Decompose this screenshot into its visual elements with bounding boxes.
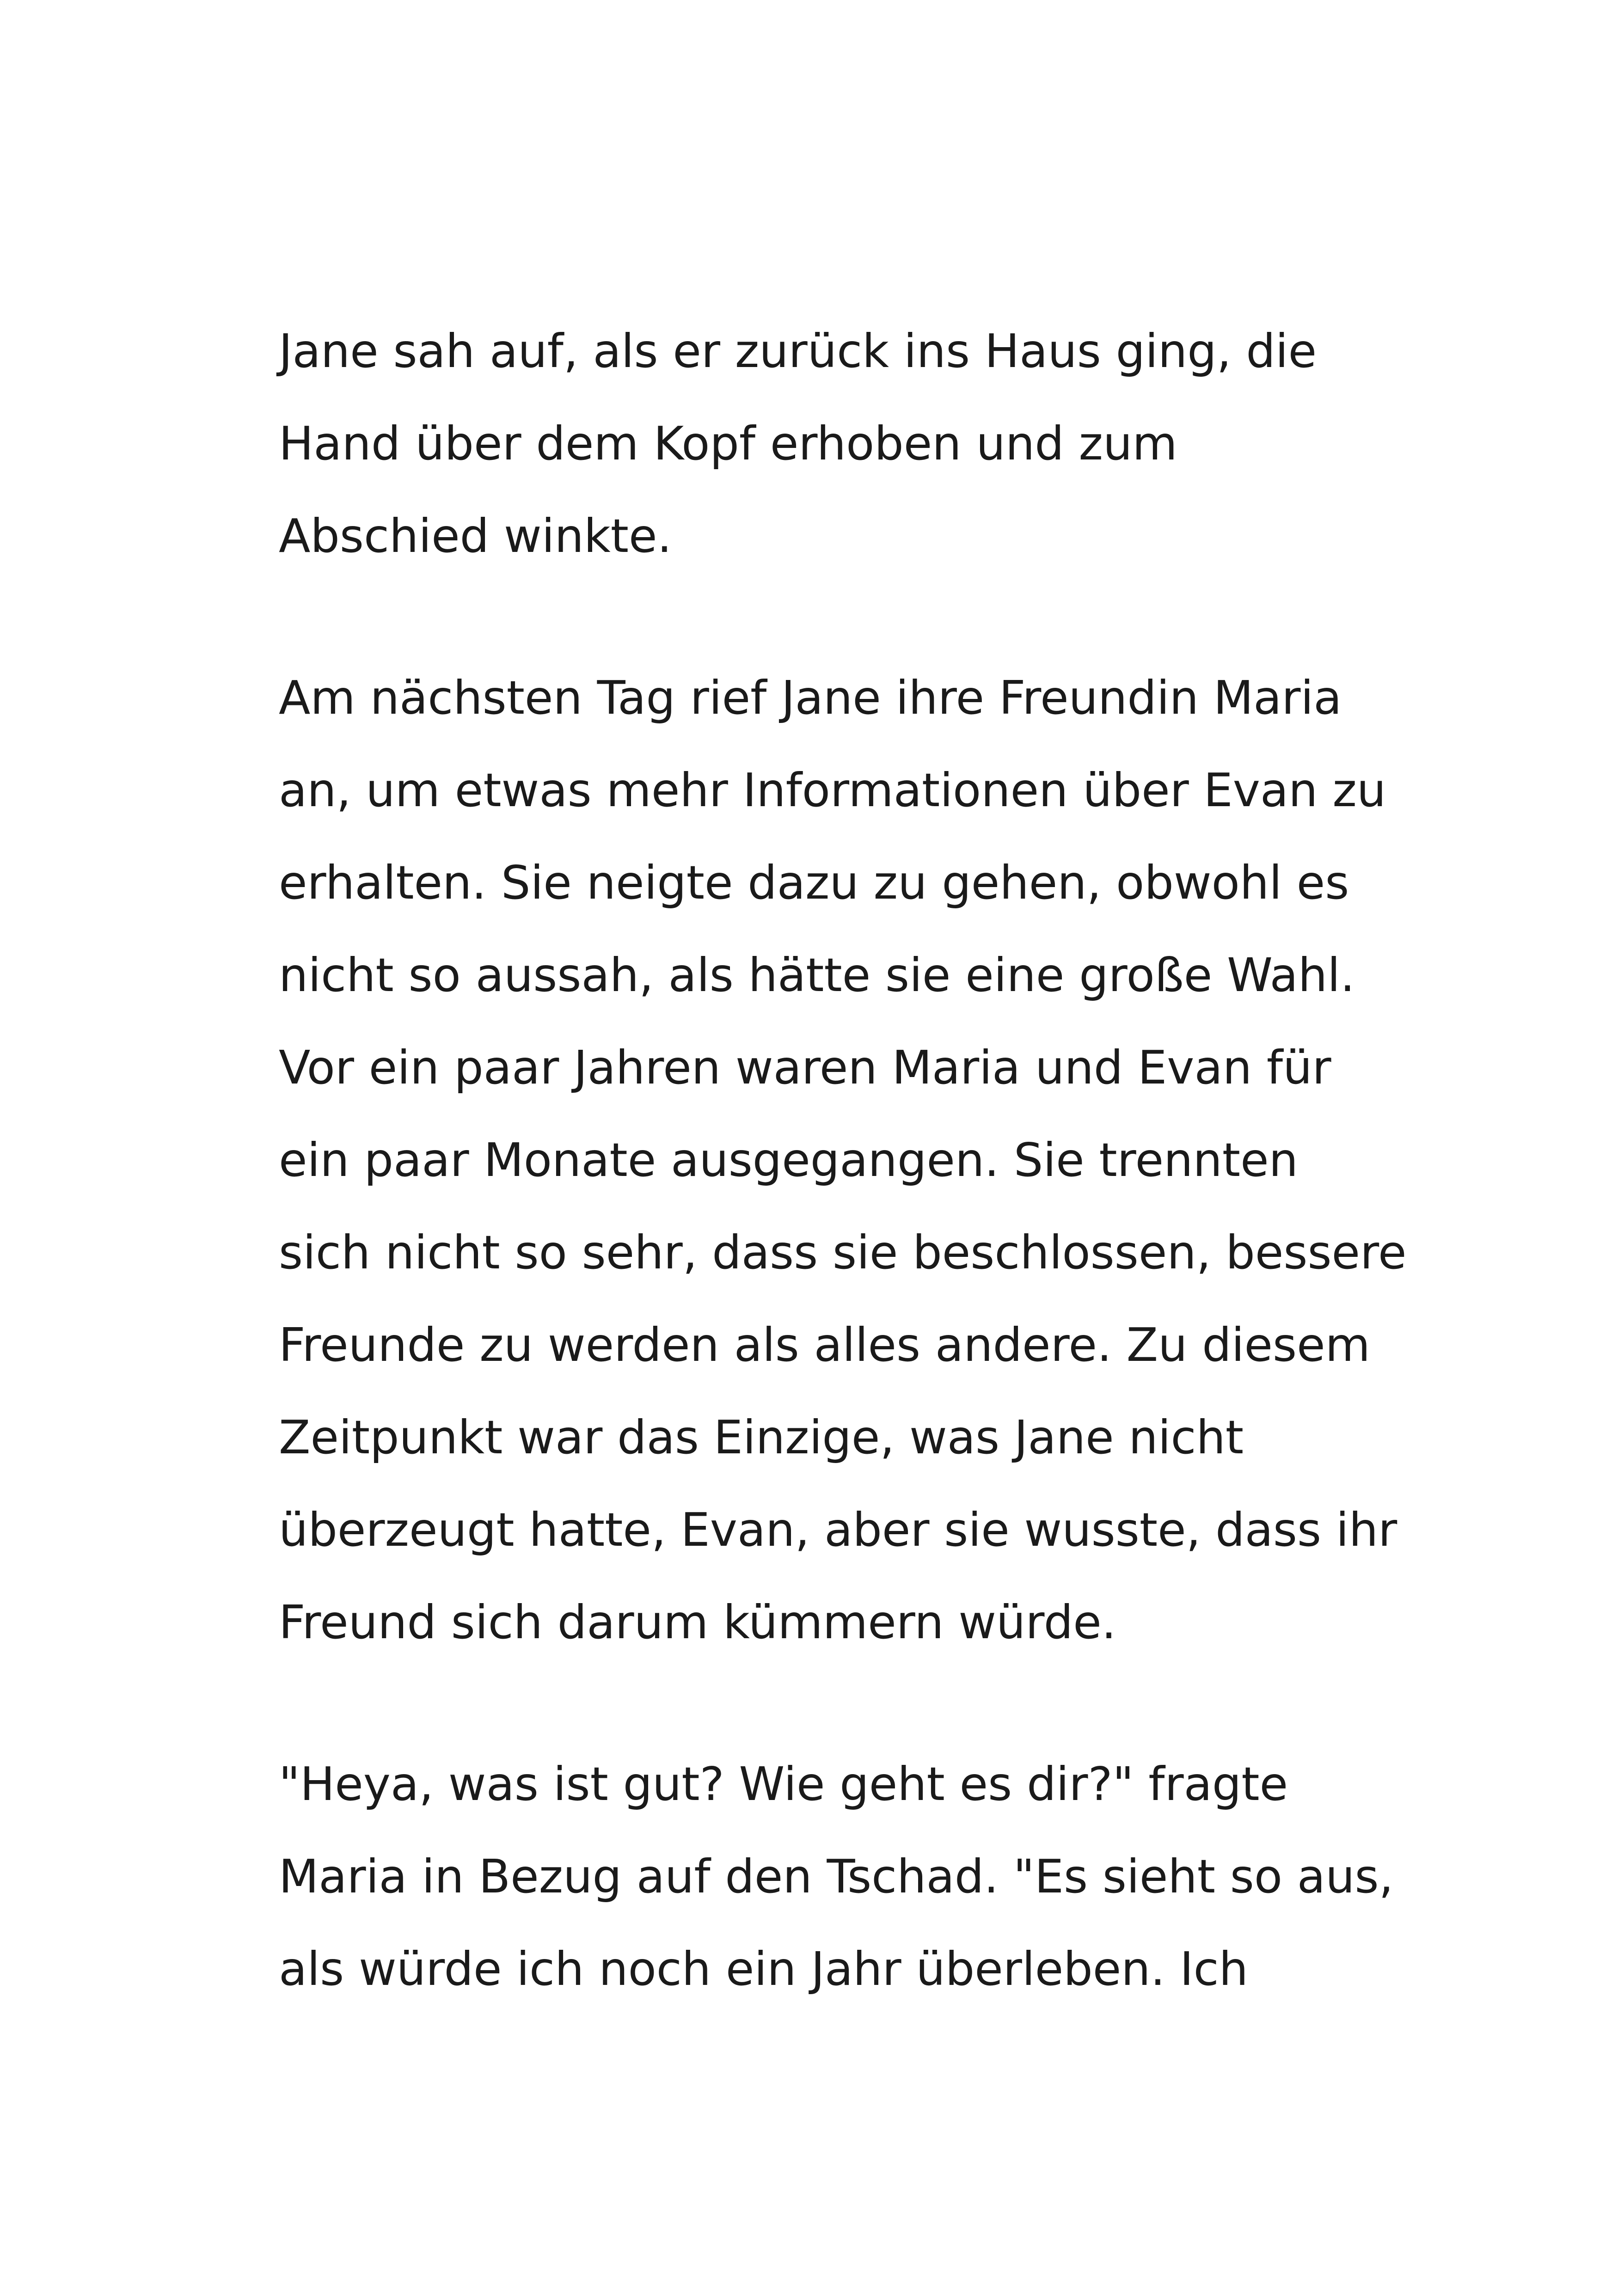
paragraph-2: [279, 652, 1407, 1669]
text-line: ein paar Monate ausgegangen. Sie trennten: [279, 1133, 1298, 1187]
text-line: Hand über dem Kopf erhoben und zum: [279, 416, 1177, 471]
text-line: überzeugt hatte, Evan, aber sie wusste, dass ihr: [279, 1503, 1397, 1557]
text-line: Freund sich darum kümmern würde.: [279, 1595, 1116, 1649]
paragraph-1: [279, 305, 1379, 582]
text-line: Freunde zu werden als alles andere. Zu diesem: [279, 1318, 1371, 1372]
text-line: "Heya, was ist gut? Wie geht es dir?" fragte: [279, 1757, 1288, 1811]
text-line: an, um etwas mehr Informationen über Evan zu: [279, 763, 1386, 817]
text-line: Zeitpunkt war das Einzige, was Jane nicht: [279, 1410, 1244, 1464]
text-line: Am nächsten Tag rief Jane ihre Freundin Maria: [279, 671, 1342, 725]
text-line: erhalten. Sie neigte dazu zu gehen, obwohl es: [279, 856, 1349, 910]
text-line: als würde ich noch ein Jahr überleben. Ich: [279, 1942, 1249, 1996]
text-line: nicht so aussah, als hätte sie eine große Wahl.: [279, 948, 1355, 1002]
paragraph-3: [279, 1738, 1394, 2015]
text-line: Jane sah auf, als er zurück ins Haus ging, die: [279, 324, 1317, 378]
text-line: Vor ein paar Jahren waren Maria und Evan für: [279, 1041, 1331, 1095]
text-line: Abschied winkte.: [279, 509, 672, 563]
text-line: sich nicht so sehr, dass sie beschlossen, bessere: [279, 1225, 1407, 1280]
text-line: Maria in Bezug auf den Tschad. "Es sieht so aus,: [279, 1849, 1394, 1904]
